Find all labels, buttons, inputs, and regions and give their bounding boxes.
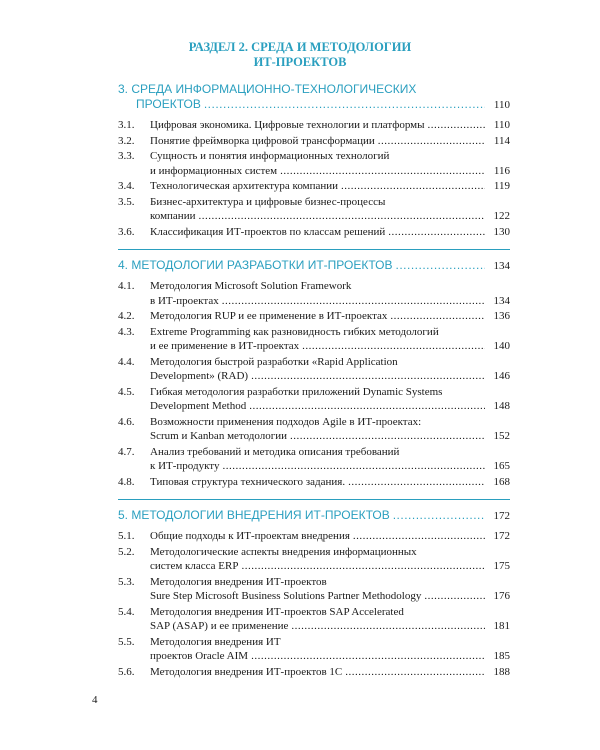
section-title-line (118, 649, 510, 664)
section-number: 5.2. (118, 545, 135, 558)
section-page-number: 130 (493, 225, 510, 238)
section-number: 5.6. (118, 665, 135, 678)
section-page-number: 134 (493, 294, 510, 307)
section-page-number: 172 (493, 530, 510, 542)
chapter-page-number: 110 (493, 99, 510, 111)
dot-leader (424, 589, 485, 604)
section-number: 4.3. (118, 325, 135, 338)
section-page-number: 152 (493, 430, 510, 442)
section-number: 4.1. (118, 280, 135, 292)
section-title: Development Method (150, 400, 247, 412)
section-number: 4.6. (118, 415, 135, 428)
dot-leader (222, 294, 485, 309)
section-title-line (118, 134, 510, 149)
section-number: 3.1. (118, 119, 135, 131)
section-title: к ИТ-продукту (150, 460, 220, 472)
chapter-title: ПРОЕКТОВ (136, 97, 201, 111)
section-title-line (118, 149, 510, 164)
dot-leader (345, 665, 485, 680)
section-title: SAP (ASAP) и ее применение (150, 620, 289, 632)
section-entry[interactable] (118, 575, 510, 604)
dot-leader (251, 649, 485, 664)
section-number: 3.3. (118, 150, 135, 162)
section-title-line (118, 355, 510, 370)
section-title-line (118, 309, 510, 324)
section-title-line (118, 589, 510, 604)
section-title: Технологическая архитектура компании (150, 180, 339, 192)
section-entry[interactable] (118, 529, 510, 544)
section-title: Общие подходы к ИТ-проектам внедрения (150, 530, 350, 542)
part-title (0, 40, 600, 70)
section-page-number: 146 (493, 370, 510, 382)
dot-leader (222, 459, 485, 474)
section-page-number: 185 (493, 650, 510, 662)
section-title: Sure Step Microsoft Business Solutions Partner Methodology (150, 590, 422, 602)
section-title-line (118, 294, 510, 309)
part-title-line: ИТ-ПРОЕКТОВ (253, 55, 347, 69)
section-title: Методология Microsoft Solution Framework (150, 280, 352, 292)
section-page-number: 168 (493, 475, 510, 488)
section-title-line (118, 415, 510, 430)
chapter-title: 4. МЕТОДОЛОГИИ РАЗРАБОТКИ ИТ-ПРОЕКТОВ (118, 258, 393, 272)
section-page-number: 136 (493, 310, 510, 322)
section-number: 3.2. (118, 134, 135, 147)
dot-leader (393, 508, 485, 523)
chapter-entry (118, 82, 510, 239)
section-title-line (118, 429, 510, 444)
chapter-entry (118, 258, 510, 489)
section-title: Методология внедрения ИТ-проектов 1С (150, 665, 343, 678)
section-list (118, 279, 510, 489)
section-number: 5.5. (118, 635, 135, 648)
section-title-line (118, 529, 510, 544)
dot-leader (302, 339, 485, 354)
section-page-number: 188 (493, 665, 510, 678)
section-title: Методология быстрой разработки «Rapid Application (150, 355, 398, 368)
part-title-line: РАЗДЕЛ 2. СРЕДА И МЕТОДОЛОГИИ (188, 40, 412, 54)
section-list (118, 529, 510, 679)
section-title: Методология внедрения ИТ-проектов SAP Accelerated (150, 605, 404, 618)
page-number: 4 (92, 694, 98, 706)
section-title: Гибкая методология разработки приложений Dynamic Systems (150, 385, 443, 398)
chapter-title: 5. МЕТОДОЛОГИИ ВНЕДРЕНИЯ ИТ-ПРОЕКТОВ (118, 508, 390, 522)
section-page-number: 165 (493, 460, 510, 472)
section-entry[interactable] (118, 118, 510, 133)
dot-leader (428, 118, 485, 133)
section-entry[interactable] (118, 279, 510, 308)
section-title: Понятие фреймворка цифровой трансформации (150, 134, 375, 147)
section-title-line (118, 665, 510, 680)
section-entry[interactable] (118, 149, 510, 178)
dot-leader (353, 529, 485, 544)
chapter-divider (118, 249, 510, 250)
section-entry[interactable] (118, 605, 510, 634)
section-number: 4.8. (118, 475, 135, 488)
section-title-line (118, 369, 510, 384)
dot-leader (251, 369, 485, 384)
section-page-number: 119 (493, 180, 510, 192)
chapter-title-line[interactable] (118, 97, 510, 113)
section-title-line (118, 164, 510, 179)
section-page-number: 110 (493, 119, 510, 131)
dot-leader (198, 209, 485, 224)
dot-leader (378, 134, 485, 149)
section-entry[interactable] (118, 445, 510, 474)
section-number: 4.4. (118, 355, 135, 368)
section-title-line (118, 635, 510, 650)
section-title: Типовая структура технического задания. (150, 475, 346, 488)
table-of-contents (118, 82, 510, 689)
section-page-number: 148 (493, 400, 510, 412)
section-number: 5.4. (118, 605, 135, 618)
section-entry[interactable] (118, 309, 510, 324)
section-page-number: 140 (493, 340, 510, 352)
section-title-line (118, 619, 510, 634)
chapter-title-line[interactable] (118, 258, 510, 274)
section-number: 4.5. (118, 385, 135, 398)
section-entry[interactable] (118, 665, 510, 680)
section-entry[interactable] (118, 325, 510, 354)
section-title-line (118, 475, 510, 490)
section-entry[interactable] (118, 225, 510, 240)
section-page-number: 116 (493, 164, 510, 177)
section-title-line (118, 559, 510, 574)
section-number: 3.4. (118, 180, 135, 192)
section-entry[interactable] (118, 195, 510, 224)
section-title: и информационных систем (150, 164, 278, 177)
dot-leader (204, 97, 485, 112)
section-title: Scrum и Kanban методологии (150, 430, 287, 442)
section-title: и ее применение в ИТ-проектах (150, 340, 300, 352)
dot-leader (395, 258, 485, 273)
section-number: 4.2. (118, 310, 135, 322)
dot-leader (388, 225, 485, 240)
section-title: Классификация ИТ-проектов по классам решений (150, 225, 386, 238)
section-title: Возможности применения подходов Agile в ИТ-проектах: (150, 415, 422, 428)
section-title: Методология внедрения ИТ-проектов (150, 575, 327, 588)
dot-leader (290, 429, 485, 444)
section-title: Бизнес-архитектура и цифровые бизнес-процессы (150, 195, 386, 208)
section-title-line (118, 179, 510, 194)
section-entry[interactable] (118, 545, 510, 574)
chapter-page-number: 172 (493, 510, 510, 522)
section-title: Development» (RAD) (150, 370, 249, 382)
section-title-line (118, 209, 510, 224)
section-title-line (118, 575, 510, 590)
chapter-title-line[interactable] (118, 508, 510, 524)
section-title: в ИТ-проектах (150, 294, 219, 307)
section-title: Сущность и понятия информационных технологий (150, 150, 390, 162)
section-page-number: 175 (493, 560, 510, 572)
dot-leader (341, 179, 485, 194)
section-entry[interactable] (118, 179, 510, 194)
section-title-line (118, 545, 510, 560)
section-number: 3.6. (118, 225, 135, 238)
section-title: Extreme Programming как разновидность гибких методологий (150, 325, 439, 338)
section-title: Методология внедрения ИТ (150, 635, 281, 648)
section-title: Цифровая экономика. Цифровые технологии и платформы (150, 119, 425, 131)
section-title: Методология RUP и ее применение в ИТ-проектах (150, 310, 388, 322)
section-title-line (118, 339, 510, 354)
section-title-line (118, 605, 510, 620)
section-title-line (118, 279, 510, 294)
dot-leader (390, 309, 485, 324)
section-page-number: 181 (493, 620, 510, 632)
chapter-entry (118, 508, 510, 679)
section-list (118, 118, 510, 239)
dot-leader (280, 164, 485, 179)
chapter-divider (118, 499, 510, 500)
section-number: 5.1. (118, 530, 135, 542)
section-page-number: 114 (493, 134, 510, 147)
section-title-line (118, 459, 510, 474)
section-title: компании (150, 210, 196, 222)
section-title-line (118, 325, 510, 340)
section-page-number: 122 (493, 210, 510, 222)
section-number: 4.7. (118, 445, 135, 458)
section-title: систем класса ERP (150, 560, 239, 572)
section-title: Методологические аспекты внедрения информационных (150, 545, 417, 558)
dot-leader (348, 475, 485, 490)
section-title: проектов Oracle AIM (150, 650, 249, 662)
section-title-line (118, 445, 510, 460)
section-title-line (118, 118, 510, 133)
section-number: 3.5. (118, 195, 135, 208)
section-entry[interactable] (118, 385, 510, 414)
chapter-title: 3. СРЕДА ИНФОРМАЦИОННО-ТЕХНОЛОГИЧЕСКИХ (118, 82, 417, 96)
section-title-line (118, 195, 510, 210)
chapter-title-line[interactable] (118, 82, 510, 97)
dot-leader (241, 559, 485, 574)
section-title-line (118, 225, 510, 240)
section-entry[interactable] (118, 134, 510, 149)
section-title: Анализ требований и методика описания требований (150, 445, 400, 458)
dot-leader (249, 399, 485, 414)
section-entry[interactable] (118, 415, 510, 444)
section-entry[interactable] (118, 355, 510, 384)
section-number: 5.3. (118, 575, 135, 588)
section-entry[interactable] (118, 475, 510, 490)
dot-leader (291, 619, 485, 634)
chapter-page-number: 134 (493, 260, 510, 272)
section-page-number: 176 (493, 590, 510, 602)
section-entry[interactable] (118, 635, 510, 664)
section-title-line (118, 385, 510, 400)
section-title-line (118, 399, 510, 414)
